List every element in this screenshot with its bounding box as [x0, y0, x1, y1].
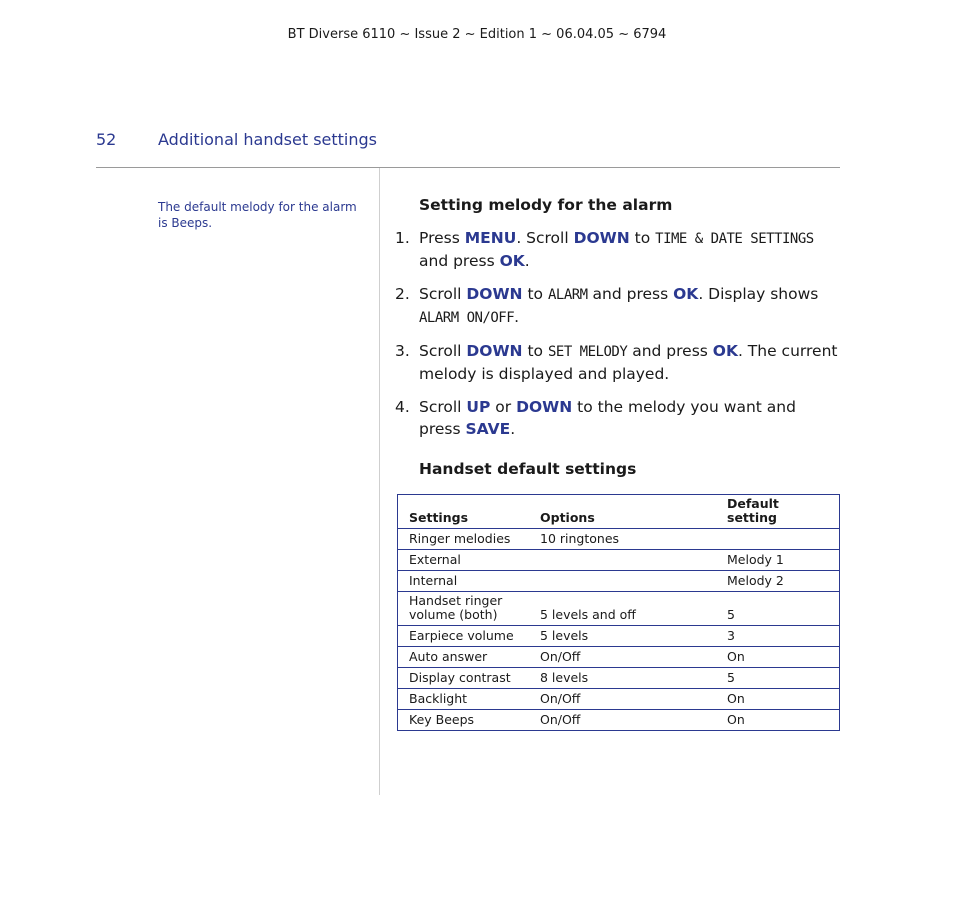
cell-default: Melody 1 — [716, 550, 840, 571]
cell-setting: Auto answer — [398, 647, 530, 668]
table-row — [398, 710, 840, 731]
sidebar-note: The default melody for the alarm is Beeps. — [158, 200, 357, 230]
step-item — [395, 283, 840, 329]
key-name: DOWN — [466, 342, 523, 360]
column-header-options: Options — [529, 495, 716, 529]
step-text: and press — [419, 252, 500, 270]
step-text: Scroll — [419, 285, 467, 303]
cell-default: 5 — [716, 668, 840, 689]
step-number: 4. — [395, 398, 410, 416]
step-text: . — [524, 252, 530, 270]
table-row — [398, 550, 840, 571]
cell-options — [529, 571, 716, 592]
table-row — [398, 668, 840, 689]
cell-setting: Internal — [398, 571, 530, 592]
step-number: 1. — [395, 229, 410, 247]
step-text: to — [522, 342, 548, 360]
key-name: DOWN — [573, 229, 630, 247]
cell-setting: Handset ringer volume (both) — [398, 592, 530, 626]
cell-setting: External — [398, 550, 530, 571]
step-text: . Display shows — [698, 285, 819, 303]
key-name: UP — [466, 398, 491, 416]
key-name: SAVE — [465, 420, 511, 438]
step-text: or — [490, 398, 517, 416]
cell-setting: Ringer melodies — [398, 529, 530, 550]
table-row — [398, 571, 840, 592]
column-header-default: Default setting — [716, 495, 840, 529]
step-text: . The current melody is displayed and played. — [419, 342, 838, 383]
key-name: DOWN — [466, 285, 523, 303]
defaults-heading: Handset default settings — [419, 460, 637, 478]
melody-heading: Setting melody for the alarm — [419, 196, 673, 214]
cell-setting: Key Beeps — [398, 710, 530, 731]
column-divider — [379, 168, 380, 795]
step-text: and press — [627, 342, 713, 360]
cell-default: On — [716, 689, 840, 710]
table-row — [398, 626, 840, 647]
key-name: MENU — [464, 229, 517, 247]
display-text: TIME & DATE SETTINGS — [655, 231, 814, 247]
step-item — [395, 227, 840, 272]
table-row — [398, 647, 840, 668]
key-name: OK — [673, 285, 699, 303]
step-item — [395, 396, 840, 440]
cell-default — [716, 529, 840, 550]
step-text: Scroll — [419, 342, 467, 360]
cell-options — [529, 550, 716, 571]
cell-setting: Backlight — [398, 689, 530, 710]
step-text: . Scroll — [516, 229, 574, 247]
display-text: ALARM — [547, 287, 588, 303]
step-text: Press — [419, 229, 465, 247]
table-row — [398, 689, 840, 710]
step-number: 2. — [395, 285, 410, 303]
section-title: Additional handset settings — [158, 130, 377, 149]
step-text: to — [522, 285, 548, 303]
step-item — [395, 340, 840, 385]
step-text: . — [510, 420, 516, 438]
cell-default: 5 — [716, 592, 840, 626]
step-text: Scroll — [419, 398, 467, 416]
cell-default: On — [716, 710, 840, 731]
cell-options: 8 levels — [529, 668, 716, 689]
cell-options: On/Off — [529, 710, 716, 731]
cell-setting: Display contrast — [398, 668, 530, 689]
cell-options: 5 levels and off — [529, 592, 716, 626]
table-header-row — [398, 495, 840, 529]
key-name: OK — [499, 252, 525, 270]
cell-options: On/Off — [529, 689, 716, 710]
table-row — [398, 592, 840, 626]
cell-default: Melody 2 — [716, 571, 840, 592]
cell-default: 3 — [716, 626, 840, 647]
step-text: to — [629, 229, 656, 247]
header-divider — [96, 167, 840, 168]
cell-options: 5 levels — [529, 626, 716, 647]
page-number: 52 — [96, 130, 117, 149]
key-name: OK — [712, 342, 738, 360]
display-text: ALARM ON/OFF — [419, 310, 515, 326]
column-header-settings: Settings — [398, 495, 530, 529]
defaults-table — [397, 494, 840, 731]
display-text: SET MELODY — [547, 344, 628, 360]
cell-options: On/Off — [529, 647, 716, 668]
melody-steps — [395, 227, 840, 451]
table-row — [398, 529, 840, 550]
step-text: and press — [587, 285, 674, 303]
step-text: to the melody you want and press — [419, 398, 796, 438]
key-name: DOWN — [516, 398, 573, 416]
step-number: 3. — [395, 342, 410, 360]
cell-default: On — [716, 647, 840, 668]
step-text: . — [514, 308, 520, 326]
running-header: BT Diverse 6110 ~ Issue 2 ~ Edition 1 ~ 06.04.05 ~ 6794 — [287, 27, 667, 42]
cell-options: 10 ringtones — [529, 529, 716, 550]
cell-setting: Earpiece volume — [398, 626, 530, 647]
